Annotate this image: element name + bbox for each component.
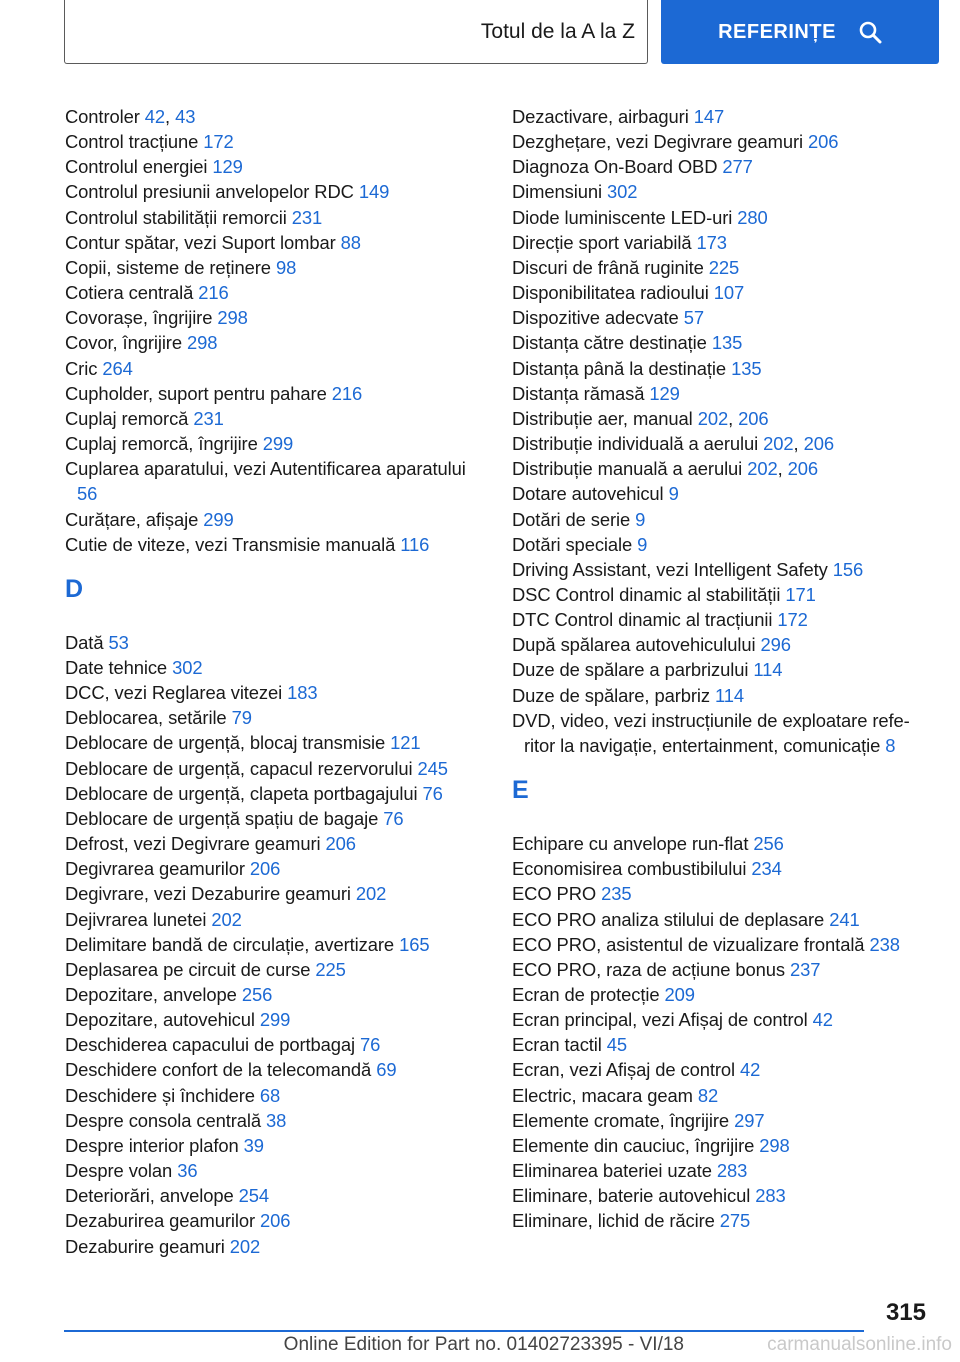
- page-link[interactable]: 283: [716, 1160, 748, 1182]
- index-entry-text: Depozitare, anvelope: [65, 984, 237, 1005]
- index-entry: [512, 957, 932, 982]
- page-link[interactable]: 299: [203, 508, 234, 530]
- index-entry: [512, 708, 932, 758]
- index-entry-text: Distribuție individuală a aerului: [512, 433, 759, 455]
- page-link[interactable]: 237: [790, 958, 821, 980]
- index-entry-text: Distanța către destinație: [512, 332, 707, 354]
- index-entry: [512, 982, 932, 1007]
- page-link[interactable]: 206: [325, 833, 356, 855]
- index-entry: [512, 381, 932, 406]
- page-link[interactable]: 202: [211, 908, 242, 930]
- index-entry: [512, 255, 932, 280]
- index-entry: [65, 756, 485, 781]
- index-entry-text: Dimensiuni: [512, 181, 602, 203]
- index-entry-text: Controlul stabilității remorcii: [65, 206, 287, 228]
- index-entry-text: Curățare, afișaje: [65, 508, 199, 530]
- index-entry: [512, 129, 932, 154]
- page-link[interactable]: 156: [832, 558, 864, 580]
- index-entry-text: Controlul presiunii anvelopelor RDC: [65, 181, 354, 203]
- index-entry-text: Direcție sport variabilă: [512, 231, 692, 253]
- index-entry-text: Contur spătar, vezi Suport lombar: [65, 231, 336, 253]
- index-entry-text: Ecran, vezi Afișaj de control: [512, 1059, 736, 1081]
- index-entry-text: Cuplaj remorcă, îngrijire: [65, 433, 258, 455]
- index-entry: [65, 507, 485, 532]
- index-entry-text: Despre volan: [65, 1160, 173, 1182]
- index-entry-text: Degivrarea geamurilor: [65, 858, 245, 880]
- tab-referinte[interactable]: [661, 0, 939, 64]
- page-link[interactable]: 8: [885, 734, 896, 756]
- page-link[interactable]: 256: [753, 833, 784, 855]
- page-link[interactable]: 165: [399, 933, 430, 955]
- page-link[interactable]: 42: [144, 106, 166, 127]
- index-entry-text: Elemente cromate, îngrijire: [512, 1109, 730, 1131]
- page-link[interactable]: 302: [606, 181, 638, 203]
- index-entry-text: Deblocare de urgență, capacul rezervorului: [65, 757, 413, 779]
- page-link[interactable]: 9: [637, 533, 648, 555]
- index-entry-text: Economisirea combustibilului: [512, 858, 747, 880]
- index-entry-text: DSC Control dinamic al stabilității: [512, 583, 781, 605]
- index-entry: [65, 957, 485, 982]
- index-entry: Distribuție individuală a aerului 202, 206: [512, 433, 834, 455]
- page-link[interactable]: 225: [315, 958, 346, 980]
- page-link[interactable]: 202: [763, 433, 794, 455]
- page-link[interactable]: 238: [869, 933, 900, 955]
- index-entry-text: Cric: [65, 357, 98, 379]
- index-entry: [512, 831, 932, 856]
- index-entry-text: Distribuție aer, manual: [512, 407, 693, 429]
- index-entry-text: ECO PRO analiza stilului de deplasare: [512, 908, 825, 930]
- index-entry: [512, 481, 932, 506]
- index-entry-text: Date tehnice: [65, 656, 168, 678]
- index-entry-text: Discuri de frână ruginite: [512, 256, 704, 278]
- index-entry-text: Controlul energiei: [65, 156, 208, 178]
- tab-az-label: Totul de la A la Z: [480, 19, 635, 43]
- index-entry: [65, 806, 485, 831]
- index-entry: [65, 305, 485, 330]
- page-number: 315: [885, 1299, 926, 1326]
- page-link[interactable]: 202: [355, 883, 387, 905]
- page-link[interactable]: 235: [601, 883, 632, 905]
- page-link[interactable]: 171: [785, 583, 816, 605]
- index-entry: [65, 781, 485, 806]
- page-link[interactable]: 206: [803, 433, 834, 455]
- index-entry-text: Echipare cu anvelope run-flat: [512, 833, 749, 855]
- page-link[interactable]: 76: [422, 782, 443, 804]
- page-link[interactable]: 206: [738, 407, 769, 429]
- index-entry-text: Dezghețare, vezi Degivrare geamuri: [512, 131, 803, 153]
- index-entry: Distribuție manuală a aerului 202, 206: [512, 458, 818, 480]
- index-entry: [65, 431, 485, 456]
- edition-text: Online Edition for Part no. 01402723395 - VI/18: [283, 1334, 684, 1355]
- index-entry-text: Cotiera centrală: [65, 282, 194, 304]
- search-icon[interactable]: [858, 20, 882, 44]
- page-link[interactable]: 68: [259, 1084, 281, 1106]
- index-entry: [65, 381, 485, 406]
- index-entry: [512, 657, 932, 682]
- page-link[interactable]: 42: [812, 1009, 833, 1031]
- index-entry-text: Distribuție manuală a aerului: [512, 458, 743, 480]
- index-entry: [512, 582, 932, 607]
- index-entry: [65, 356, 485, 381]
- page-link[interactable]: 206: [259, 1210, 291, 1232]
- page-link[interactable]: 9: [635, 508, 646, 530]
- index-entry: [65, 1234, 485, 1259]
- index-entry: [512, 1183, 932, 1208]
- index-entry-text: Distanța rămasă: [512, 382, 645, 404]
- page-link[interactable]: 298: [186, 332, 218, 354]
- index-entry: [512, 932, 932, 957]
- page-link[interactable]: 277: [722, 156, 753, 178]
- page-link[interactable]: 264: [102, 357, 133, 379]
- index-entry-text: Dotare autovehicul: [512, 483, 664, 505]
- index-entry-text: DVD, video, vezi instrucțiunile de exploatare referitor la navigație, entertainment, comunicație: [512, 709, 910, 756]
- index-entry-text: Deteriorări, anvelope: [65, 1185, 234, 1207]
- page-link[interactable]: 129: [212, 156, 243, 178]
- index-entry-text: Ecran principal, vezi Afișaj de control: [512, 1009, 808, 1031]
- index-entry: [512, 507, 932, 532]
- index-entry: [512, 356, 932, 381]
- index-entry-text: Deschiderea capacului de portbagaj: [65, 1034, 356, 1056]
- page-link[interactable]: 202: [229, 1235, 261, 1257]
- index-entry-text: Cupholder, suport pentru pahare: [65, 382, 327, 404]
- index-entry-text: Dezaburirea geamurilor: [65, 1210, 255, 1232]
- page-link[interactable]: 114: [714, 684, 745, 706]
- index-entry-text: Ecran tactil: [512, 1034, 602, 1056]
- page-link[interactable]: 234: [751, 858, 782, 880]
- index-entry-text: DTC Control dinamic al tracțiunii: [512, 609, 773, 631]
- index-entry-text: Cutie de viteze, vezi Transmisie manuală: [65, 533, 396, 555]
- index-entry: [512, 1133, 932, 1158]
- index-entry-text: Controler: [65, 106, 140, 127]
- page-link[interactable]: 206: [808, 131, 839, 153]
- index-entry-text: ECO PRO, asistentul de vizualizare frontală: [512, 933, 865, 955]
- index-entry-text: Driving Assistant, vezi Intelligent Safety: [512, 558, 828, 580]
- index-entry-text: Covorașe, îngrijire: [65, 307, 213, 329]
- index-entry: [512, 154, 932, 179]
- index-entry: [65, 630, 485, 655]
- index-entry: [512, 230, 932, 255]
- index-entry-text: Elemente din cauciuc, îngrijire: [512, 1134, 755, 1156]
- index-entry-text: Disponibilitatea radioului: [512, 282, 709, 304]
- page-link[interactable]: 302: [172, 656, 203, 678]
- index-entry: [65, 1108, 485, 1133]
- page-link[interactable]: 129: [649, 382, 680, 404]
- page-link[interactable]: 36: [177, 1160, 198, 1182]
- index-entry-text: Deschidere și închidere: [65, 1084, 255, 1106]
- page-link[interactable]: 116: [400, 533, 430, 555]
- index-entry: [65, 1183, 485, 1208]
- page-link[interactable]: 42: [740, 1059, 761, 1081]
- index-entry-text: Degivrare, vezi Dezaburire geamuri: [65, 883, 351, 905]
- index-entry-text: Dotări de serie: [512, 508, 631, 530]
- index-entry: [65, 1208, 485, 1233]
- index-entry-text: Deblocare de urgență, clapeta portbagajului: [65, 782, 418, 804]
- index-entry-text: Delimitare bandă de circulație, avertizare: [65, 933, 395, 955]
- index-entry: [65, 280, 485, 305]
- page-link[interactable]: 135: [711, 332, 743, 354]
- index-entry-text: Dispozitive adecvate: [512, 307, 679, 329]
- index-entry-text: Dotări speciale: [512, 533, 633, 555]
- page-link[interactable]: 56: [77, 483, 98, 505]
- index-entry-text: Duze de spălare, parbriz: [512, 684, 710, 706]
- index-entry: [65, 205, 485, 230]
- index-entry: [65, 230, 485, 255]
- page-link[interactable]: 38: [266, 1109, 287, 1131]
- index-entry: [65, 330, 485, 355]
- page-link[interactable]: 216: [198, 282, 229, 304]
- page-link[interactable]: 57: [683, 307, 704, 329]
- index-entry-text: Deschidere confort de la telecomandă: [65, 1059, 372, 1081]
- index-entry-text: Despre consola centrală: [65, 1109, 262, 1131]
- index-entry-text: După spălarea autovehiculului: [512, 634, 756, 656]
- index-entry: [65, 932, 485, 957]
- index-entry: [65, 907, 485, 932]
- index-entry: [65, 831, 485, 856]
- page-link[interactable]: 172: [777, 609, 808, 631]
- index-entry-text: Eliminarea bateriei uzate: [512, 1160, 712, 1182]
- index-entry-text: Deplasarea pe circuit de curse: [65, 958, 311, 980]
- page-link[interactable]: 225: [708, 256, 740, 278]
- page-link[interactable]: 39: [243, 1134, 264, 1156]
- index-entry: [512, 1158, 932, 1183]
- page-link[interactable]: 275: [719, 1210, 751, 1232]
- index-section-letter: D: [65, 574, 84, 603]
- index-entry-text: Diode luminiscente LED-uri: [512, 206, 733, 228]
- index-entry-text: Dată: [65, 631, 104, 653]
- index-entry-text: Deblocarea, setările: [65, 707, 227, 729]
- tab-totul-de-la-a-la-z[interactable]: [64, 0, 648, 64]
- index-section-letter: E: [512, 776, 529, 805]
- page-link[interactable]: 76: [360, 1034, 381, 1056]
- index-entry-text: ECO PRO, raza de acțiune bonus: [512, 958, 786, 980]
- page-link[interactable]: 79: [231, 707, 252, 729]
- page-link[interactable]: 296: [760, 634, 791, 656]
- page-link[interactable]: 283: [755, 1185, 786, 1207]
- page-link[interactable]: 9: [668, 483, 679, 505]
- index-entry: [65, 1007, 485, 1032]
- page-link[interactable]: 183: [287, 682, 318, 704]
- index-entry-text: Duze de spălare a parbrizului: [512, 659, 749, 681]
- index-entry: [512, 104, 932, 129]
- index-column-left: [65, 104, 485, 1259]
- index-entry: [512, 205, 932, 230]
- page-link[interactable]: 88: [340, 231, 361, 253]
- page-link[interactable]: 69: [376, 1059, 397, 1081]
- page-link[interactable]: 298: [759, 1134, 790, 1156]
- index-entry: [512, 881, 932, 906]
- page-link[interactable]: 245: [417, 757, 448, 779]
- page-link[interactable]: 135: [731, 357, 762, 379]
- page-link[interactable]: 280: [737, 206, 768, 228]
- page-link[interactable]: 297: [734, 1109, 765, 1131]
- index-entry: [65, 179, 485, 204]
- index-entry-text: DCC, vezi Reglarea vitezei: [65, 682, 283, 704]
- index-entry: [512, 907, 932, 932]
- index-entry: [512, 557, 932, 582]
- index-entry: [65, 154, 485, 179]
- index-entry-text: Dezaburire geamuri: [65, 1235, 225, 1257]
- page-link[interactable]: 298: [217, 307, 248, 329]
- page-link[interactable]: 256: [241, 984, 273, 1005]
- page-link[interactable]: 206: [249, 858, 281, 880]
- page-link[interactable]: 76: [383, 807, 404, 829]
- index-entry: [512, 280, 932, 305]
- page-link[interactable]: 202: [747, 458, 778, 480]
- index-entry: [65, 1057, 485, 1082]
- index-entry-text: Diagnoza On-Board OBD: [512, 156, 718, 178]
- page-link[interactable]: 202: [697, 407, 729, 429]
- page-link[interactable]: 98: [275, 256, 297, 278]
- index-entry: [65, 1133, 485, 1158]
- index-entry-text: Despre interior plafon: [65, 1134, 239, 1156]
- index-entry: [512, 632, 932, 657]
- index-entry-text: Cuplaj remorcă: [65, 407, 189, 429]
- index-entry: [65, 129, 485, 154]
- index-entry: Distribuție aer, manual 202, 206: [512, 407, 769, 429]
- index-entry: [512, 532, 932, 557]
- index-entry: [65, 982, 485, 1007]
- page-link[interactable]: 231: [193, 407, 224, 429]
- index-entry: [512, 683, 932, 708]
- page-link[interactable]: 209: [664, 984, 695, 1005]
- index-entry: [512, 1007, 932, 1032]
- page-link[interactable]: 241: [829, 908, 860, 930]
- index-entry-text: ECO PRO: [512, 883, 597, 905]
- index-entry: [65, 705, 485, 730]
- index-entry: [512, 305, 932, 330]
- tab-ref-label: REFERINȚE: [718, 20, 836, 43]
- page-link[interactable]: 172: [203, 131, 234, 153]
- index-entry: [65, 255, 485, 280]
- index-entry: [512, 1208, 932, 1233]
- page-link[interactable]: 107: [713, 282, 745, 304]
- index-entry: [65, 881, 485, 906]
- index-entry-text: Distanța până la destinație: [512, 357, 727, 379]
- index-entry-text: Deblocare de urgență spațiu de bagaje: [65, 807, 379, 829]
- index-column-right: [512, 104, 932, 1234]
- index-entry-text: Ecran de protecție: [512, 984, 660, 1005]
- page-link[interactable]: 299: [259, 1009, 291, 1031]
- page-link[interactable]: 43: [175, 106, 196, 127]
- page-link[interactable]: 114: [753, 659, 783, 681]
- index-entry: [65, 456, 485, 506]
- index-entry-text: Deblocare de urgență, blocaj transmisie: [65, 732, 386, 754]
- index-entry: [512, 1057, 932, 1082]
- index-entry-text: Dejivrarea lunetei: [65, 908, 207, 930]
- index-entry: [65, 856, 485, 881]
- index-entry: [512, 607, 932, 632]
- index-entry: Controler 42, 43: [65, 106, 196, 127]
- footer-divider: [64, 1330, 864, 1332]
- index-entry: [65, 1158, 485, 1183]
- index-entry: [512, 330, 932, 355]
- index-entry-text: Eliminare, baterie autovehicul: [512, 1185, 751, 1207]
- index-entry: [512, 1108, 932, 1133]
- page-link[interactable]: 206: [787, 458, 818, 480]
- page-link[interactable]: 173: [696, 231, 727, 253]
- index-entry: [512, 856, 932, 881]
- index-entry-text: Copii, sisteme de reținere: [65, 256, 271, 278]
- index-entry: [512, 1083, 932, 1108]
- page-link[interactable]: 149: [358, 181, 390, 203]
- page-link[interactable]: 216: [331, 382, 363, 404]
- index-entry: [65, 730, 485, 755]
- page-link[interactable]: 82: [697, 1084, 719, 1106]
- page-link[interactable]: 53: [108, 631, 129, 653]
- index-entry-text: Cuplarea aparatului, vezi Autentificarea aparatului: [65, 458, 466, 480]
- index-entry: [65, 655, 485, 680]
- index-entry-text: Depozitare, autovehicul: [65, 1009, 255, 1031]
- watermark: carmanualsonline.info: [767, 1334, 952, 1355]
- page-link[interactable]: 45: [606, 1034, 628, 1056]
- page-link[interactable]: 299: [262, 433, 294, 455]
- index-entry: [65, 406, 485, 431]
- index-entry-text: Electric, macara geam: [512, 1084, 693, 1106]
- index-entry-text: Covor, îngrijire: [65, 332, 182, 354]
- index-entry: [512, 179, 932, 204]
- index-entry: [65, 1032, 485, 1057]
- index-entry: [65, 1083, 485, 1108]
- index-entry-text: Dezactivare, airbaguri: [512, 106, 689, 127]
- index-entry: [65, 680, 485, 705]
- index-entry: [65, 532, 485, 557]
- index-entry-text: Defrost, vezi Degivrare geamuri: [65, 833, 321, 855]
- page-link[interactable]: 147: [693, 106, 725, 127]
- page-link[interactable]: 254: [238, 1185, 270, 1207]
- page-link[interactable]: 231: [291, 206, 323, 228]
- index-entry: [512, 1032, 932, 1057]
- page-link[interactable]: 121: [390, 732, 421, 754]
- index-entry-text: Eliminare, lichid de răcire: [512, 1210, 715, 1232]
- index-entry-text: Control tracțiune: [65, 131, 199, 153]
